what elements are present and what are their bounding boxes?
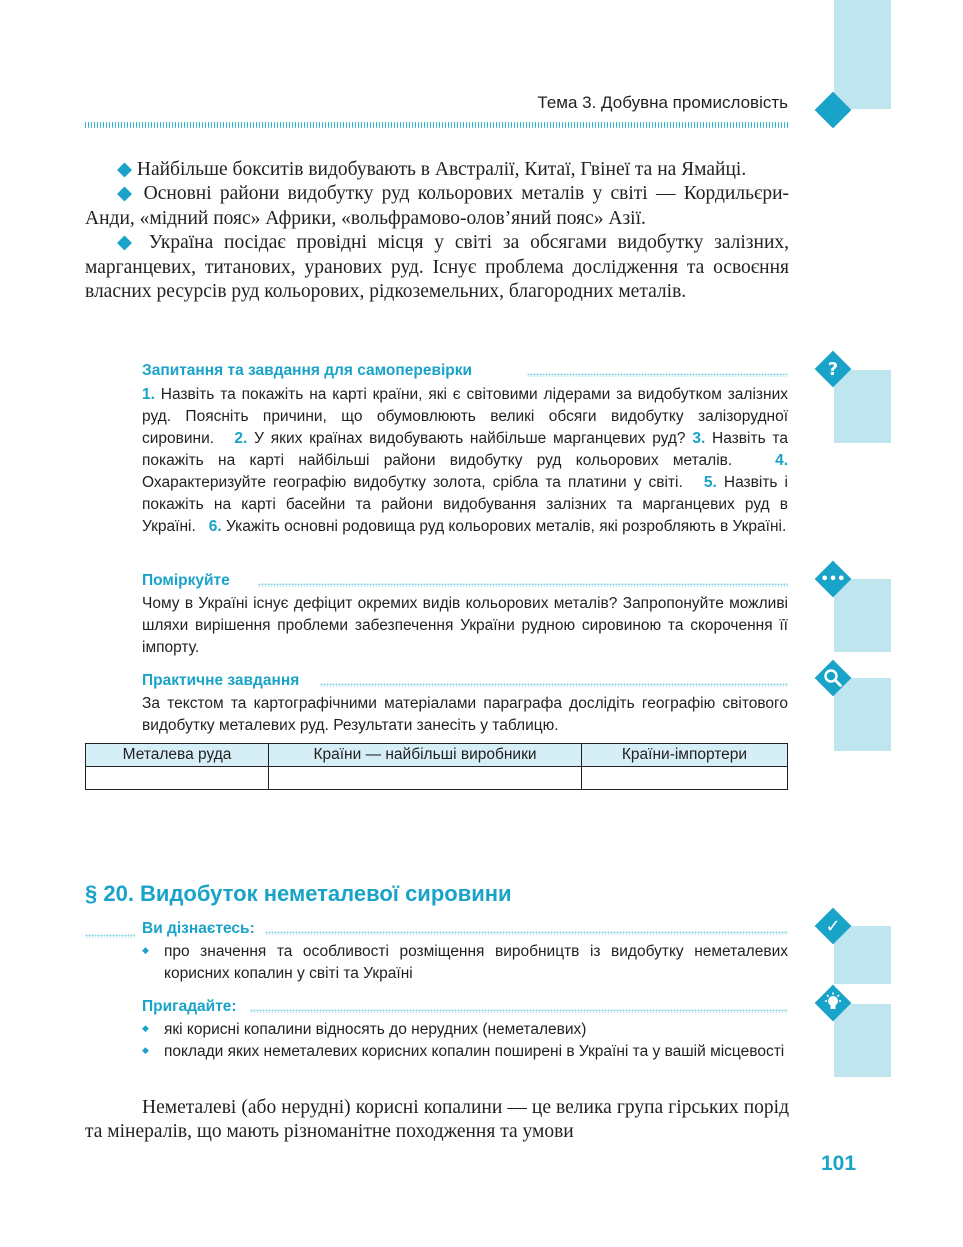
results-table (85, 743, 788, 790)
section-body-paragraph: Неметалеві (або нерудні) корисні копалини — це велика група гірських порід та мінералів, що мають різноманітне походження та умови (85, 1097, 789, 1143)
learn-list (142, 941, 788, 985)
lightbulb-icon (813, 983, 853, 1023)
self-check-title: Запитання та завдання для самоперевірки (142, 362, 473, 379)
table-header-row (86, 744, 788, 767)
table-cell[interactable] (269, 767, 582, 790)
practice-title: Практичне завдання (142, 672, 300, 689)
magnifier-icon (813, 658, 853, 698)
list-item: ◆ які корисні копалини відносять до нерудних (неметалевих) (142, 1019, 788, 1041)
practice-rule (320, 683, 788, 687)
topic-header: Тема 3. Добувна промисловість (537, 93, 788, 112)
learn-rule (265, 931, 788, 935)
page-number: 101 (821, 1152, 857, 1175)
checkmark-icon: ✓ (825, 915, 841, 937)
recall-title: Пригадайте: (142, 998, 237, 1015)
intro-text (85, 158, 789, 304)
recall-list (142, 1019, 788, 1063)
intro-paragraph-2: ◆ Основні райони видобутку руд кольорових металів у світі — Кордильєри-Анди, «мідний пояс» Африки, «вольфрамово-олов’яний пояс» Азії. (85, 183, 790, 229)
list-item: ◆ про значення та особливості розміщення виробництв із видобутку неметалевих корисних копалин у світі та Україні (142, 941, 788, 985)
think-rule (258, 583, 788, 587)
practice-text: За текстом та картографічними матеріалами параграфа дослідіть географію світового видобутку металевих руд. Результати занесіть у таблицю. (142, 695, 788, 734)
self-check-rule (527, 373, 788, 377)
table-header-cell: Металева руда (86, 744, 269, 767)
speech-bubble-icon: ••• (820, 571, 846, 587)
question-icon: ? (827, 358, 839, 380)
diamond-bullet-icon: ◆ (117, 232, 138, 254)
learn-rule-left (85, 934, 135, 938)
intro-paragraph-1: ◆ Найбільше бокситів видобувають в Австралії, Китаї, Гвінеї та на Ямайці. (117, 159, 747, 180)
table-cell[interactable] (582, 767, 788, 790)
think-title: Поміркуйте (142, 572, 230, 589)
section-title: § 20. Видобуток неметалевої сировини (85, 881, 512, 906)
table-row (86, 767, 788, 790)
table-cell[interactable] (86, 767, 269, 790)
table-header-cell: Країни — найбільші виробники (269, 744, 582, 767)
intro-paragraph-3: ◆ Україна посідає провідні місця у світі за обсягами видобутку залізних, марганцевих, титанових, уранових руд. Існує проблема дослідження та освоєння власних ресурсів руд кольорових, рідкоземельних, благородних металів. (85, 232, 789, 303)
header-rule (85, 122, 789, 128)
learn-title: Ви дізнаєтесь: (142, 920, 255, 937)
recall-rule (250, 1009, 788, 1013)
table-header-cell: Країни-імпортери (582, 744, 788, 767)
side-tab-top (834, 0, 891, 109)
diamond-bullet-icon: ◆ (117, 183, 136, 205)
diamond-bullet-icon: ◆ (117, 159, 132, 180)
think-text: Чому в Україні існує дефіцит окремих видів кольорових металів? Запропонуйте можливі шляхи вирішення проблеми забезпечення України рудною сировиною та скорочення її імпорту. (142, 595, 788, 656)
list-item: ◆ поклади яких неметалевих корисних копалин поширені в Україні та у вашій місцевості (142, 1041, 788, 1063)
self-check-body: 1. Назвіть та покажіть на карті країни, які є світовими лідерами за видобутком залізних руд. Поясніть причини, що обумовлюють великі обсяги видобутку залізорудної сировини. 2. У яких країнах видобувають найбільше марганцевих руд? 3. Назвіть та покажіть на карті найбільші райони видобутку руд кольорових металів. 4. Охарактеризуйте географію видобутку золота, срібла та платини у світі. 5. Назвіть і покажіть на карті басейни та райони видобування залізних та марганцевих руд в Україні. 6. Укажіть основні родовища руд кольорових металів, які розробляють в Україні. (142, 386, 789, 535)
section-body-text (85, 1096, 789, 1145)
